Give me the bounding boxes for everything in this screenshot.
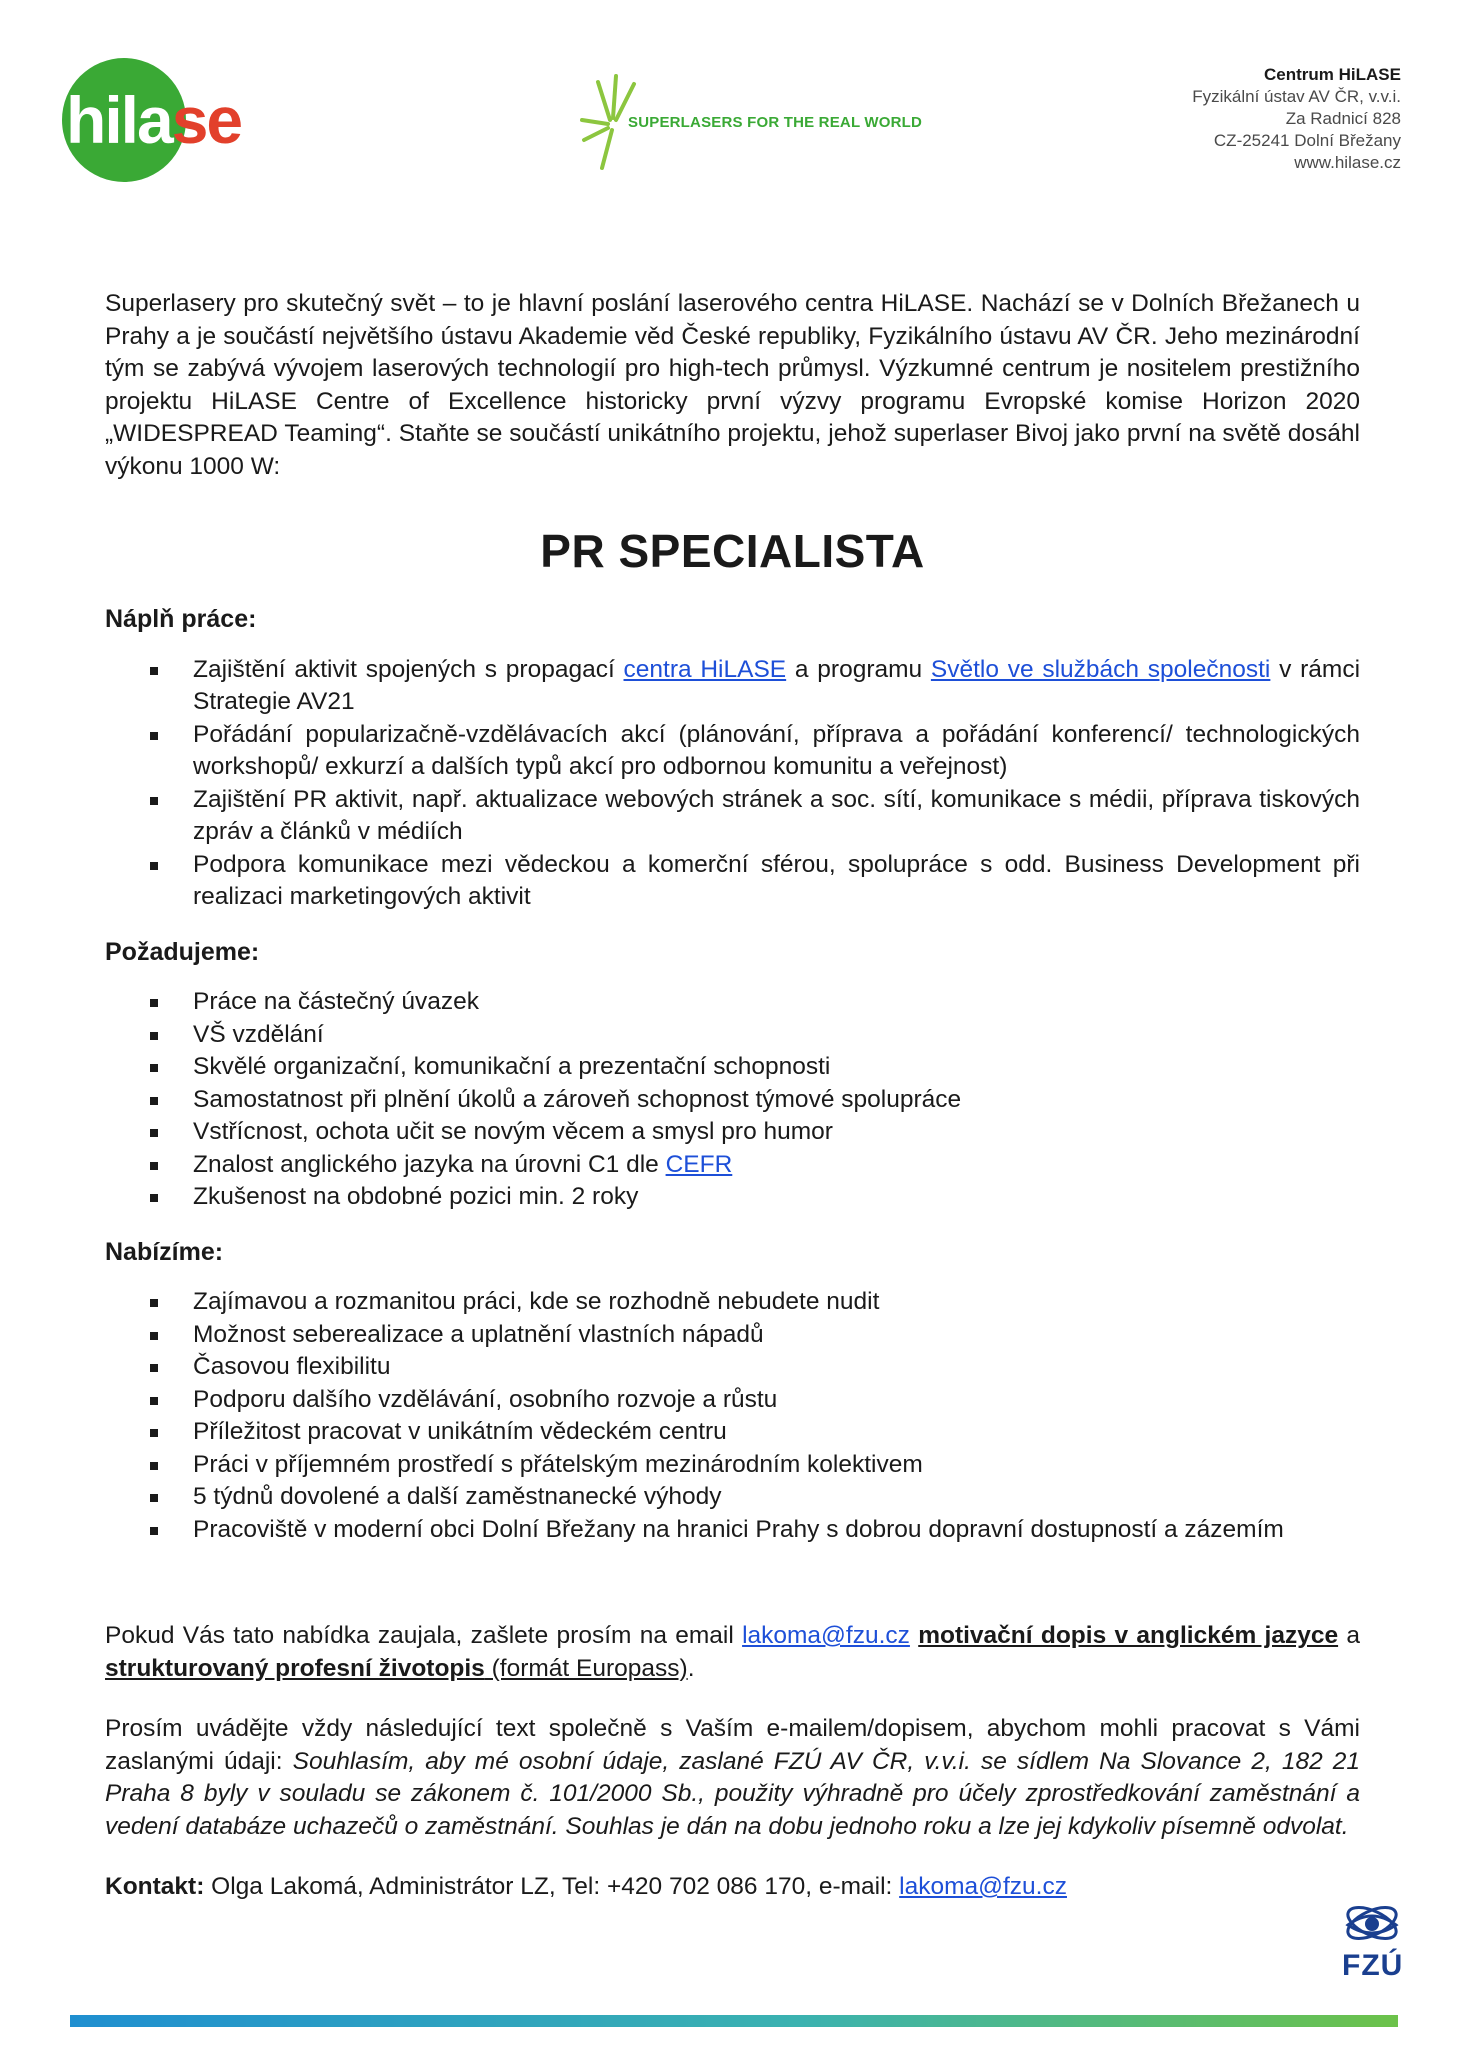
eye-icon	[1340, 1895, 1404, 1955]
slogan-block	[580, 74, 923, 174]
list-item: 5 týdnů dovolené a další zaměstnanecké výhody	[105, 1481, 1360, 1514]
list-item: Zajímavou a rozmanitou práci, kde se rozhodně nebudete nudit	[105, 1286, 1360, 1319]
institute-address	[1192, 64, 1401, 174]
list-item: Zajištění PR aktivit, např. aktualizace webových stránek a soc. sítí, komunikace s médii, příprava tiskových zpráv a článků v médiích	[105, 784, 1360, 849]
footer-gradient-bar	[70, 2015, 1398, 2027]
fzu-logo	[1340, 1895, 1404, 1985]
apply-text: a	[1338, 1622, 1361, 1649]
logo-text-white: hila	[66, 83, 172, 157]
item-text: v rámci Strategie AV21	[193, 655, 1361, 715]
list-item: Podpora komunikace mezi vědeckou a komerční sférou, spolupráce s odd. Business Development při realizaci marketingových aktivit	[105, 849, 1360, 914]
contact-text: Olga Lakomá, Administrátor LZ, Tel: +420 702 086 170, e-mail:	[204, 1873, 900, 1900]
address-name: Centrum HiLASE	[1264, 65, 1401, 84]
apply-bold-text: motivační dopis v anglickém jazyce	[918, 1622, 1339, 1649]
item-text: Znalost anglického jazyka na úrovni C1 dle	[193, 1150, 666, 1178]
fzu-logo-text: FZÚ	[1342, 1949, 1404, 1982]
section-heading-pozadujeme: Požadujeme:	[105, 937, 260, 966]
address-web: www.hilase.cz	[1294, 153, 1401, 172]
list-item: Samostatnost při plnění úkolů a zároveň schopnost týmové spolupráce	[105, 1084, 1360, 1117]
apply-bold-text: strukturovaný profesní životopis	[105, 1654, 485, 1682]
link-centra-hilase[interactable]: centra HiLASE	[623, 655, 787, 683]
consent-text: Prosím uvádějte vždy následující text společně s Vaším e-mailem/dopisem, abychom mohli pracovat s Vámi zaslanými údaji:	[105, 1715, 1360, 1775]
list-item: Skvělé organizační, komunikační a prezentační schopnosti	[105, 1051, 1360, 1084]
intro-paragraph: Superlasery pro skutečný svět – to je hlavní poslání laserového centra HiLASE. Nachází se v Dolních Břežanech u Prahy a je součástí největšího ústavu Akademie věd České republiky, Fyzikálního ústavu AV ČR. Jeho mezinárodní tým se zabývá vývojem laserových technologií pro high-tech průmysl. Výzkumné centrum je nositelem prestižního projektu HiLASE Centre of Excellence historicky první výzvy programu Evropské komise Horizon 2020 „WIDESPREAD Teaming“. Staňte se součástí unikátního projektu, jehož superlaser Bivoj jako první na světě dosáhl výkonu 1000 W:	[105, 290, 1360, 480]
address-line: CZ-25241 Dolní Břežany	[1213, 131, 1401, 150]
address-line: Fyzikální ústav AV ČR, v.v.i.	[1192, 87, 1401, 106]
list-item	[105, 654, 1360, 719]
link-svetlo-ve-sluzbach[interactable]: Světlo ve službách společnosti	[930, 655, 1271, 683]
pozadujeme-list	[105, 986, 1360, 1214]
section-heading-napln: Náplň práce:	[105, 605, 257, 633]
job-title: PR SPECIALISTA	[540, 525, 925, 577]
consent-italic-text: Souhlasím, aby mé osobní údaje, zaslané FZÚ AV ČR, v.v.i. se sídlem Na Slovance 2, 182 21 Praha 8 byly v souladu se zákonem č. 101/2000 Sb., použity výhradně pro účely zprostředkování zaměstnání a vedení databáze uchazečů o zaměstnání. Souhlas je dán na dobu jednoho roku a lze jej kdykoliv písemně odvolat.	[105, 1747, 1361, 1840]
consent-paragraph	[105, 1713, 1360, 1843]
address-line: Za Radnicí 828	[1285, 109, 1401, 128]
list-item: Možnost seberealizace a uplatnění vlastních nápadů	[105, 1319, 1360, 1352]
list-item	[105, 1149, 1360, 1182]
link-cefr[interactable]: CEFR	[665, 1150, 733, 1178]
contact-label: Kontakt:	[105, 1873, 205, 1900]
logo-text-red: se	[171, 83, 242, 157]
list-item: Příležitost pracovat v unikátním vědeckém centru	[105, 1416, 1360, 1449]
slogan-text: SUPERLASERS FOR THE REAL WORLD	[628, 114, 923, 131]
apply-text	[910, 1622, 918, 1649]
apply-format-text: (formát Europass)	[484, 1654, 688, 1682]
apply-text: .	[687, 1654, 695, 1682]
hilase-logo	[62, 58, 262, 182]
logo-wordmark	[66, 80, 241, 160]
list-item: VŠ vzdělání	[105, 1019, 1360, 1052]
list-item: Vstřícnost, ochota učit se novým věcem a smysl pro humor	[105, 1116, 1360, 1149]
main-content	[105, 288, 1360, 1904]
contact-line	[105, 1871, 1360, 1904]
list-item: Pracoviště v moderní obci Dolní Břežany na hranici Prahy s dobrou dopravní dostupností a zázemím	[105, 1514, 1360, 1547]
list-item: Zkušenost na obdobné pozici min. 2 roky	[105, 1181, 1360, 1214]
apply-text: Pokud Vás tato nabídka zaujala, zašlete prosím na email	[105, 1622, 743, 1649]
item-text: Zajištění aktivit spojených s propagací	[193, 655, 624, 683]
contact-email-link[interactable]: lakoma@fzu.cz	[899, 1873, 1067, 1900]
application-paragraph	[105, 1620, 1360, 1685]
item-text: a programu	[786, 655, 931, 683]
list-item: Pořádání popularizačně-vzdělávacích akcí (plánování, příprava a pořádání konferencí/ technologických workshopů/ exkurzí a dalších typů akcí pro odbornou komunitu a veřejnost)	[105, 719, 1360, 784]
list-item: Práci v příjemném prostředí s přátelským mezinárodním kolektivem	[105, 1449, 1360, 1482]
list-item: Práce na částečný úvazek	[105, 986, 1360, 1019]
list-item: Podporu dalšího vzdělávání, osobního rozvoje a růstu	[105, 1384, 1360, 1417]
napln-list	[105, 654, 1360, 914]
list-item: Časovou flexibilitu	[105, 1351, 1360, 1384]
apply-email-link[interactable]: lakoma@fzu.cz	[742, 1622, 910, 1649]
section-heading-nabizime: Nabízíme:	[105, 1237, 224, 1266]
nabizime-list	[105, 1286, 1360, 1546]
